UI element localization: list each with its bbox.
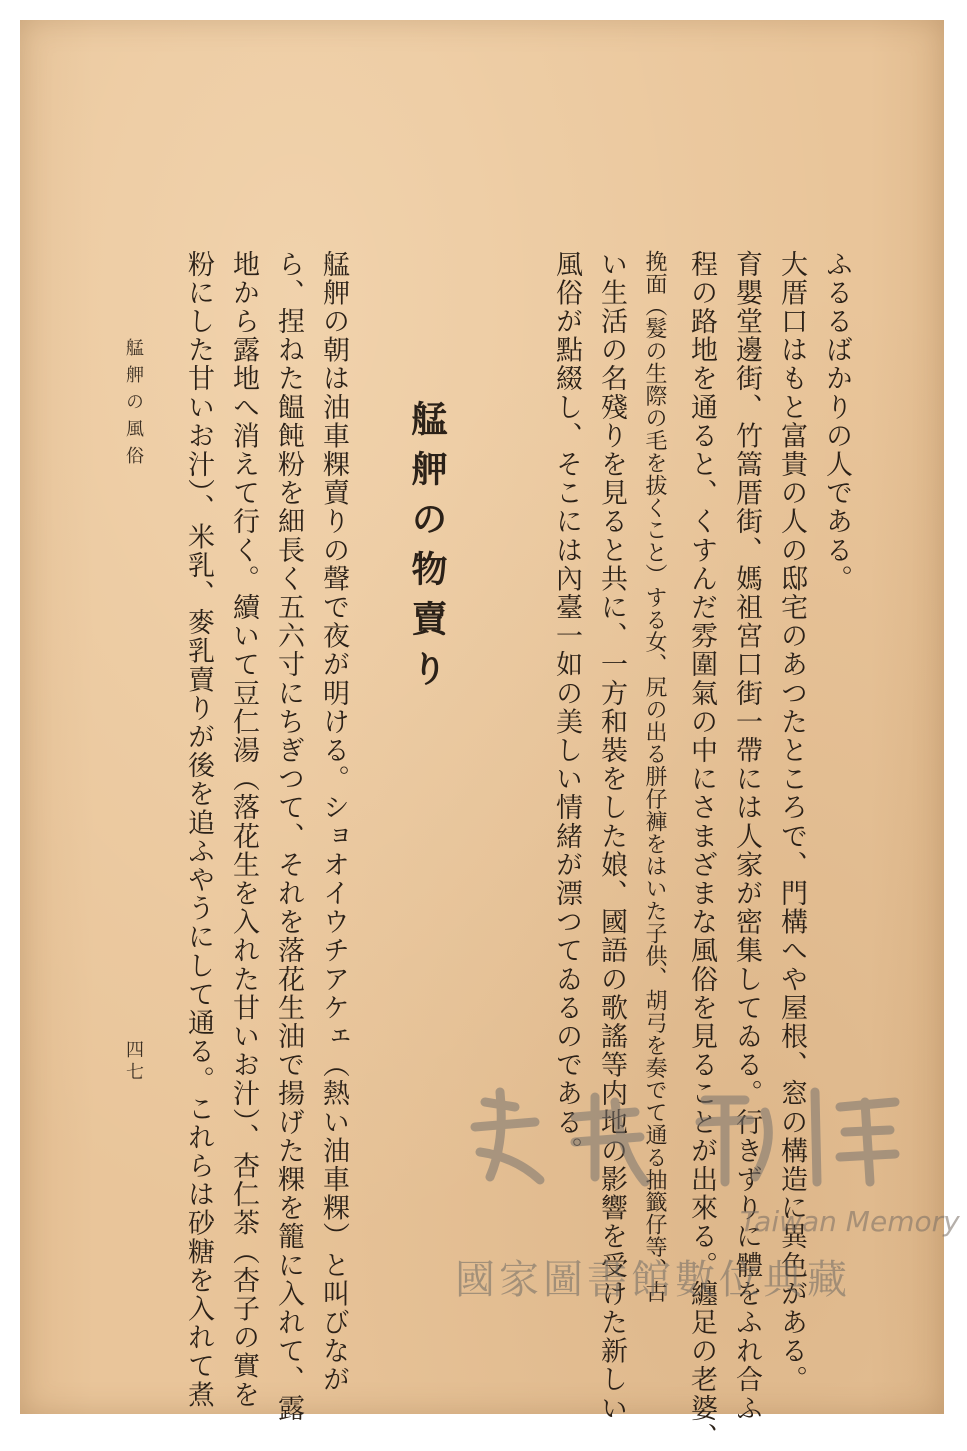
text-column: 程の路地を通ると、くすんだ雰圍氣の中にさまざまな風俗を見ることが出來る。纏足の老婆、	[686, 250, 717, 1451]
watermark-logo	[445, 1082, 905, 1192]
watermark-english: Taiwan Memory	[740, 1205, 960, 1238]
text-column: い生活の名殘りを見ると共に、一方和裝をした娘、國語の歌謠等内地の影響を受けた新しい	[596, 250, 627, 1423]
text-column: 挽面（髮の生際の毛を拔くこと）する女、尻の出る胼仔褲をはいた子供、胡弓を奏でて通る抽籤仔等、古	[642, 250, 667, 1303]
text-column: 育嬰堂邊街、竹篙厝街、媽祖宮口街一帶には人家が密集してゐる。行きずりに體をふれ合ふ	[731, 250, 762, 1423]
running-head: 艋舺の風俗	[123, 338, 144, 473]
section-title: 艋舺の物賣り	[406, 400, 448, 700]
text-column: 艋舺の朝は油車粿賣りの聲で夜が明ける。ショオイウチアケェ（熱い油車粿）と叫びなが	[318, 250, 349, 1394]
text-column: 粉にした甘いお汁）、米乳、麥乳賣りが後を追ふやうにして通る。これらは砂糖を入れて煮	[183, 250, 214, 1410]
watermark-chinese: 國家圖書館數位典藏	[455, 1257, 851, 1303]
text-column: 大厝口はもと富貴の人の邸宅のあつたところで、門構へや屋根、窓の構造に異色がある。	[776, 250, 807, 1394]
text-column: ら、捏ねた饂飩粉を細長く五六寸にちぎつて、それを落花生油で揚げた粿を籠に入れて、露	[273, 250, 304, 1423]
text-column: ふるるばかりの人である。	[821, 250, 852, 594]
page-number: 四七	[123, 1040, 144, 1084]
text-column: 風俗が點綴し、そこには內臺一如の美しい情緒が漂つてゐるのである。	[551, 250, 582, 1166]
text-column: 地から露地へ消えて行く。續いて豆仁湯（落花生を入れた甘いお汁）、杏仁茶（杏子の實を	[228, 250, 259, 1410]
